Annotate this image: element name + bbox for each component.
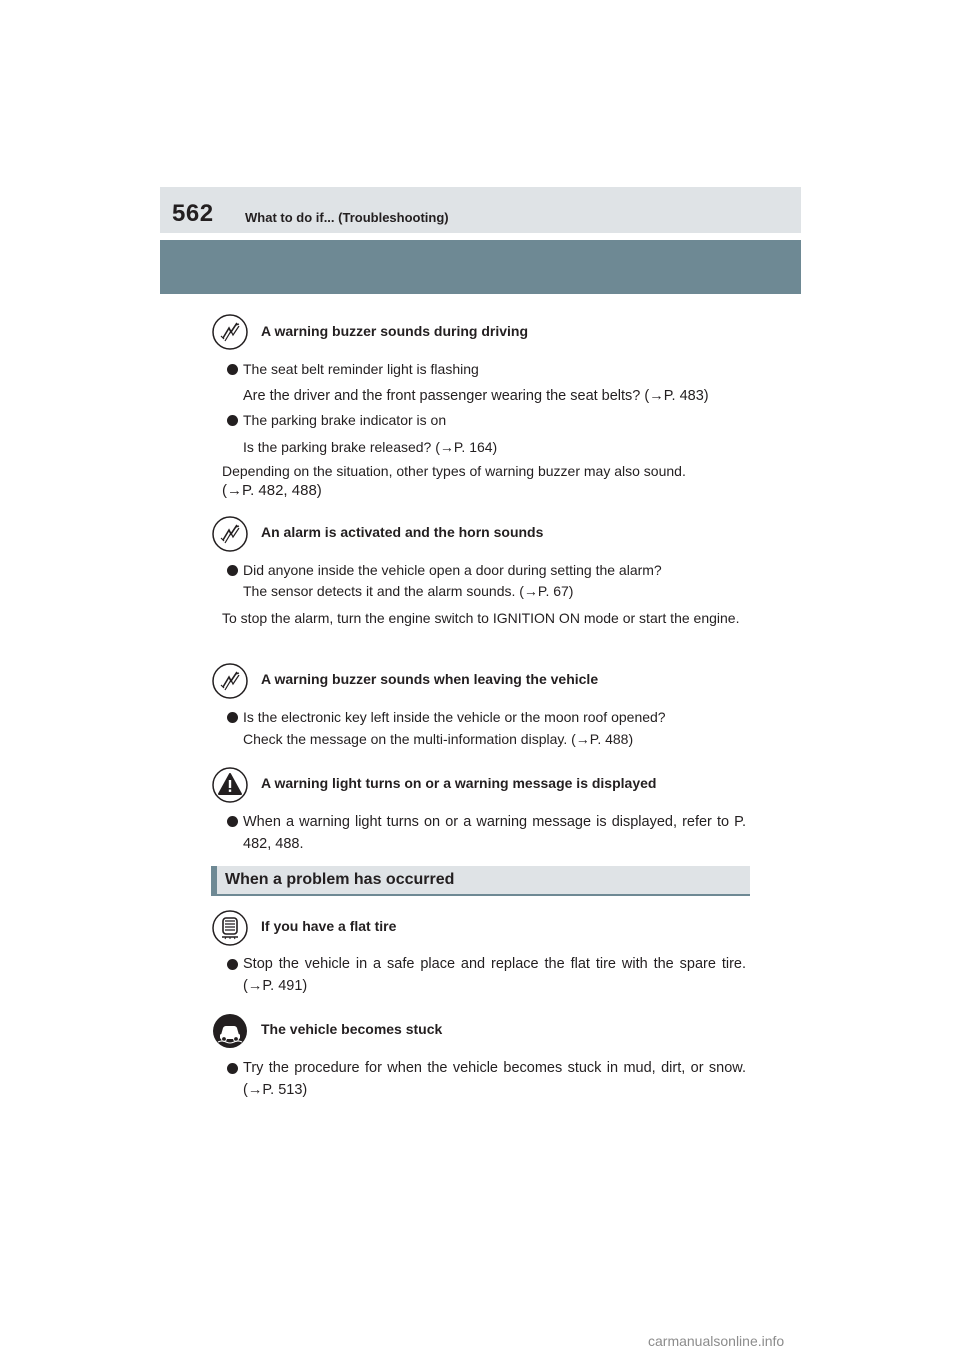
bullet-dot [227,415,238,426]
bullet-key: Is the electronic key left inside the vehicle or the moon roof opened? [243,709,666,725]
bullet-dot [227,364,238,375]
bullet-dot [227,565,238,576]
item-title-stuck: The vehicle becomes stuck [261,1021,443,1037]
header-band [160,240,801,294]
block-title-warning-light: A warning light turns on or a warning message is displayed [261,775,657,791]
bullet-flat-tire: Stop the vehicle in a safe place and replace the flat tire with the spare tire. (→P. 491) [243,956,746,994]
bullet-warning-light: When a warning light turns on or a warning message is displayed, refer to P. 482, 488. [243,814,746,852]
detail-alarm: The sensor detects it and the alarm sounds. (→P. 67) [243,583,574,599]
bullet-stuck: Try the procedure for when the vehicle becomes stuck in mud, dirt, or snow. (→P. 513) [243,1060,746,1098]
item-title-flat-tire: If you have a flat tire [261,918,397,934]
detail-parking-brake: Is the parking brake released? (→P. 164) [243,439,498,455]
bullet-dot [227,712,238,723]
bullet-dot [227,959,238,970]
section-header-title: When a problem has occurred [225,871,455,888]
alarm-horn-icon [212,516,248,552]
bullet-dot [227,1063,238,1074]
watermark: carmanualsonline.info [648,1333,785,1349]
note-buzzer: Depending on the situation, other types of warning buzzer may also sound. [222,463,686,479]
buzzer-leaving-icon [212,663,248,699]
block-title-leaving: A warning buzzer sounds when leaving the vehicle [261,671,599,687]
stuck-vehicle-icon [212,1013,248,1049]
block-title-buzzer-driving: A warning buzzer sounds during driving [261,323,529,339]
section-stripe [211,866,217,894]
bullet-parking-brake: The parking brake indicator is on [243,412,447,428]
block-title-alarm: An alarm is activated and the horn sounds [261,524,544,540]
bullet-alarm: Did anyone inside the vehicle open a door during setting the alarm? [243,562,662,578]
flat-tire-icon [212,910,248,946]
warning-buzzer-icon [212,314,248,350]
note-buzzer-ref: (→P. 482, 488) [222,482,322,499]
section-header [211,866,750,896]
page-number: 562 [172,200,214,227]
bullet-seatbelt: The seat belt reminder light is flashing [243,361,479,377]
note-alarm: To stop the alarm, turn the engine switch to IGNITION ON mode or start the engine. [222,610,740,626]
warning-triangle-icon [212,767,248,803]
section-title: What to do if... (Troubleshooting) [245,210,449,225]
detail-key: Check the message on the multi-information display. (→P. 488) [243,731,634,747]
detail-seatbelt: Are the driver and the front passenger wearing the seat belts? (→P. 483) [243,388,709,404]
bullet-dot [227,816,238,827]
